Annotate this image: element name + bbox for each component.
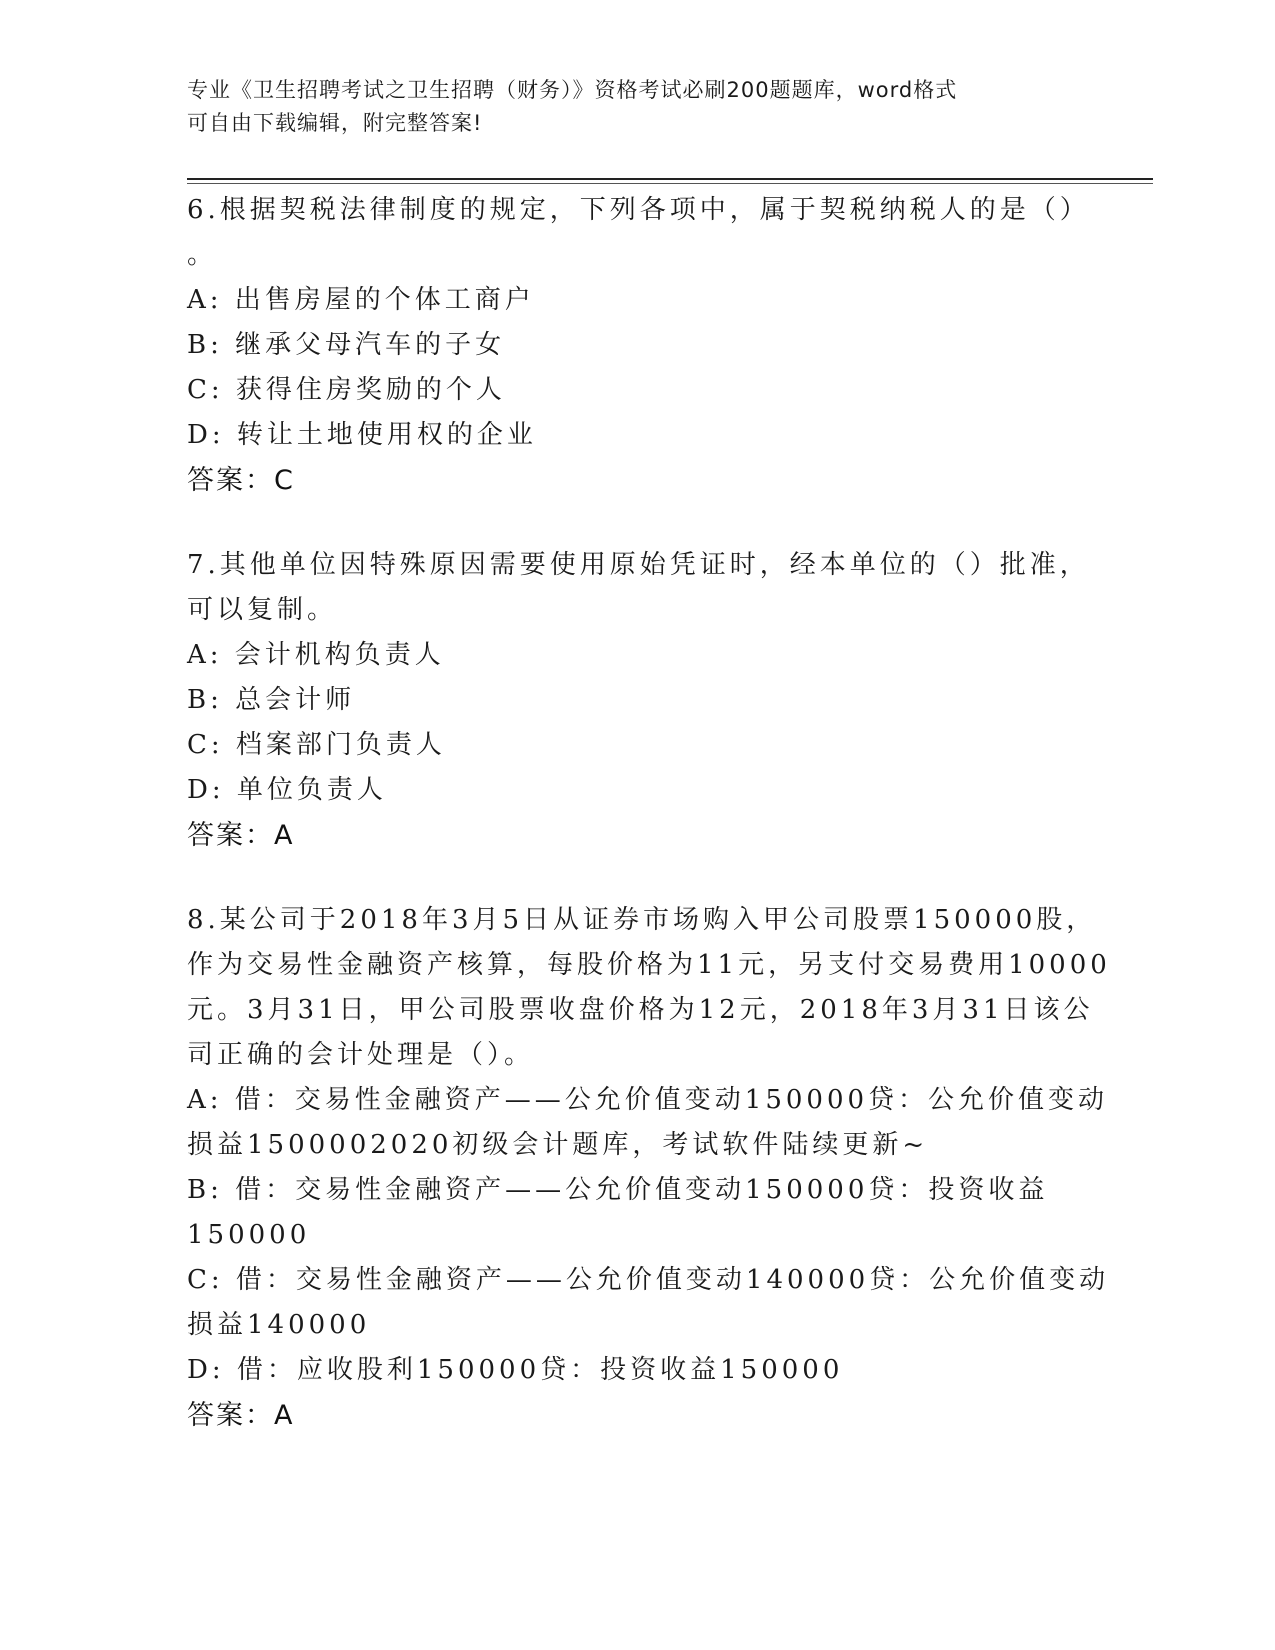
option-b: B: 借：交易性金融资产——公允价值变动150000贷：投资收益 <box>187 1175 1049 1205</box>
question-6 <box>187 188 1090 503</box>
option-d: D: 单位负责人 <box>187 775 387 805</box>
header-line-2: 可自由下载编辑，附完整答案! <box>187 111 483 135</box>
option-c: C: 档案部门负责人 <box>187 730 446 760</box>
question-8 <box>187 898 1111 1438</box>
question-stem: 8.某公司于2018年3月5日从证券市场购入甲公司股票150000股， <box>187 905 1097 935</box>
option-a: A: 借：交易性金融资产——公允价值变动150000贷：公允价值变动 <box>187 1085 1109 1115</box>
question-stem: 元。3月31日，甲公司股票收盘价格为12元，2018年3月31日该公 <box>187 995 1094 1025</box>
option-d: D: 转让土地使用权的企业 <box>187 420 537 450</box>
question-stem: 可以复制。 <box>187 595 338 625</box>
option-b: B: 总会计师 <box>187 685 356 715</box>
header-divider-thin <box>187 183 1153 184</box>
question-stem: 6.根据契税法律制度的规定，下列各项中，属于契税纳税人的是（） <box>187 195 1090 225</box>
header-divider-thick <box>187 178 1153 180</box>
option-a: A: 出售房屋的个体工商户 <box>187 285 535 315</box>
option-b-continued: 150000 <box>187 1220 311 1250</box>
answer-label: 答案：C <box>187 465 295 496</box>
answer-label: 答案：A <box>187 1400 295 1431</box>
answer-label: 答案：A <box>187 820 295 851</box>
question-stem: 司正确的会计处理是（）。 <box>187 1040 535 1070</box>
option-a-continued: 损益1500002020初级会计题库，考试软件陆续更新~ <box>187 1130 929 1160</box>
option-c-continued: 损益140000 <box>187 1310 371 1340</box>
question-stem: 7.其他单位因特殊原因需要使用原始凭证时，经本单位的（）批准， <box>187 550 1090 580</box>
question-list <box>187 188 1111 1478</box>
option-a: A: 会计机构负责人 <box>187 640 445 670</box>
question-stem: 作为交易性金融资产核算，每股价格为11元，另支付交易费用10000 <box>187 950 1111 980</box>
question-7 <box>187 543 1090 858</box>
question-stem: 。 <box>187 240 218 270</box>
option-c: C: 获得住房奖励的个人 <box>187 375 506 405</box>
option-c: C: 借：交易性金融资产——公允价值变动140000贷：公允价值变动 <box>187 1265 1110 1295</box>
document-header <box>187 74 1087 140</box>
option-b: B: 继承父母汽车的子女 <box>187 330 506 360</box>
header-line-1: 专业《卫生招聘考试之卫生招聘（财务）》资格考试必刷200题题库，word格式 <box>187 78 958 102</box>
option-d: D: 借：应收股利150000贷：投资收益150000 <box>187 1355 844 1385</box>
